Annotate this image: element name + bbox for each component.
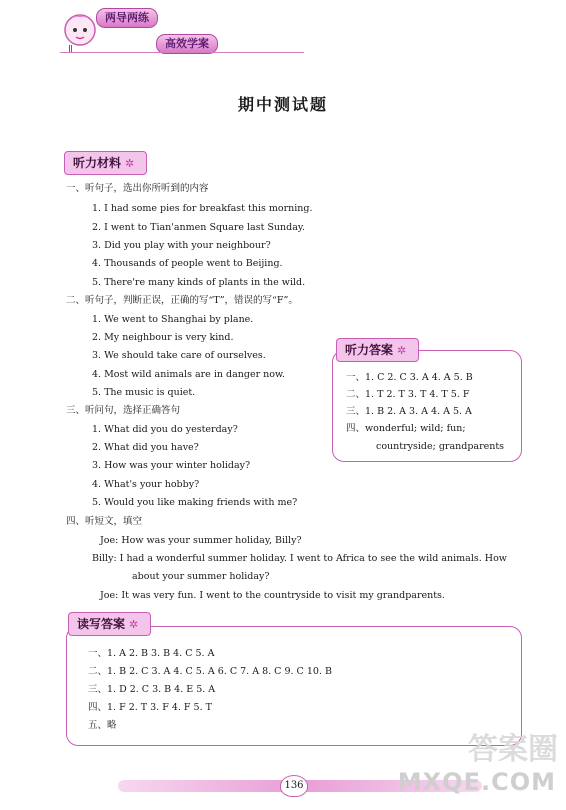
lm-line: 1. What did you do yesterday? [92, 424, 238, 435]
lm-line: 5. Would you like making friends with me? [92, 497, 298, 508]
wa-line: 一、1. A 2. B 3. B 4. C 5. A [88, 648, 215, 659]
lm-line: 5. There're many kinds of plants in the wild. [92, 277, 306, 288]
listening-answers-tag [336, 338, 419, 362]
wa-line: 三、1. D 2. C 3. B 4. E 5. A [88, 684, 216, 695]
la-line: 一、1. C 2. C 3. A 4. A 5. B [346, 372, 473, 383]
lm-line: 4. Thousands of people went to Beijing. [92, 258, 283, 269]
watermark-logo: 答案圈 [468, 732, 558, 767]
lm-line: 3. We should take care of ourselves. [92, 350, 266, 361]
lm-line: 1. I had some pies for breakfast this morning. [92, 203, 313, 214]
header-mark: Ⅱ [68, 44, 73, 55]
la-line: 二、1. T 2. T 3. T 4. T 5. F [346, 389, 470, 400]
watermark-url: MXQE.COM [397, 768, 556, 796]
page-title: 期中测试题 [237, 95, 328, 114]
page-number: 136 [280, 775, 308, 797]
lm-line: 3. Did you play with your neighbour? [92, 240, 271, 251]
lm-line: 4. What's your hobby? [92, 479, 200, 490]
lm-line: 3. How was your winter holiday? [92, 460, 251, 471]
lm-line: Joe: It was very fun. I went to the countryside to visit my grandparents. [100, 590, 445, 601]
wa-line: 二、1. B 2. C 3. A 4. C 5. A 6. C 7. A 8. C 9. C 10. B [88, 666, 332, 677]
lm-line: 1. We went to Shanghai by plane. [92, 314, 254, 325]
star-icon: ✲ [125, 157, 135, 170]
star-icon: ✲ [129, 618, 139, 631]
lm-line: Billy: I had a wonderful summer holiday. I went to Africa to see the wild animals. How [92, 553, 507, 564]
header-divider [60, 52, 304, 53]
mascot-logo-icon [58, 6, 102, 50]
lm-line: 5. The music is quiet. [92, 387, 196, 398]
lm-line: 一、听句子，选出你所听到的内容 [66, 183, 209, 194]
lm-line: about your summer holiday? [132, 571, 270, 582]
lm-line: 2. My neighbour is very kind. [92, 332, 234, 343]
wa-line: 五、略 [88, 720, 117, 731]
la-line: 三、1. B 2. A 3. A 4. A 5. A [346, 406, 472, 417]
la-line: countryside; grandparents [376, 441, 505, 452]
lm-line: 2. I went to Tian'anmen Square last Sunday. [92, 222, 306, 233]
lm-line: 三、听问句，选择正确答句 [66, 405, 181, 416]
lm-line: 2. What did you have? [92, 442, 199, 453]
lm-line: 二、听句子，判断正误，正确的写“T”，错误的写“F”。 [66, 295, 298, 306]
star-icon: ✲ [397, 344, 407, 357]
la-line: 四、wonderful; wild; fun; [346, 423, 466, 434]
writing-answers-label: 读写答案 [77, 617, 126, 631]
writing-answers-tag [68, 612, 151, 636]
lm-line: Joe: How was your summer holiday, Billy? [100, 535, 302, 546]
series-badge: 两导两练 [96, 8, 158, 28]
series-subtitle-badge: 高效学案 [156, 34, 218, 54]
listening-material-tag [64, 151, 147, 175]
lm-line: 4. Most wild animals are in danger now. [92, 369, 285, 380]
listening-answers-label: 听力答案 [345, 343, 394, 357]
wa-line: 四、1. F 2. T 3. F 4. F 5. T [88, 702, 212, 713]
lm-line: 四、听短文，填空 [66, 516, 143, 527]
listening-material-label: 听力材料 [73, 156, 122, 170]
